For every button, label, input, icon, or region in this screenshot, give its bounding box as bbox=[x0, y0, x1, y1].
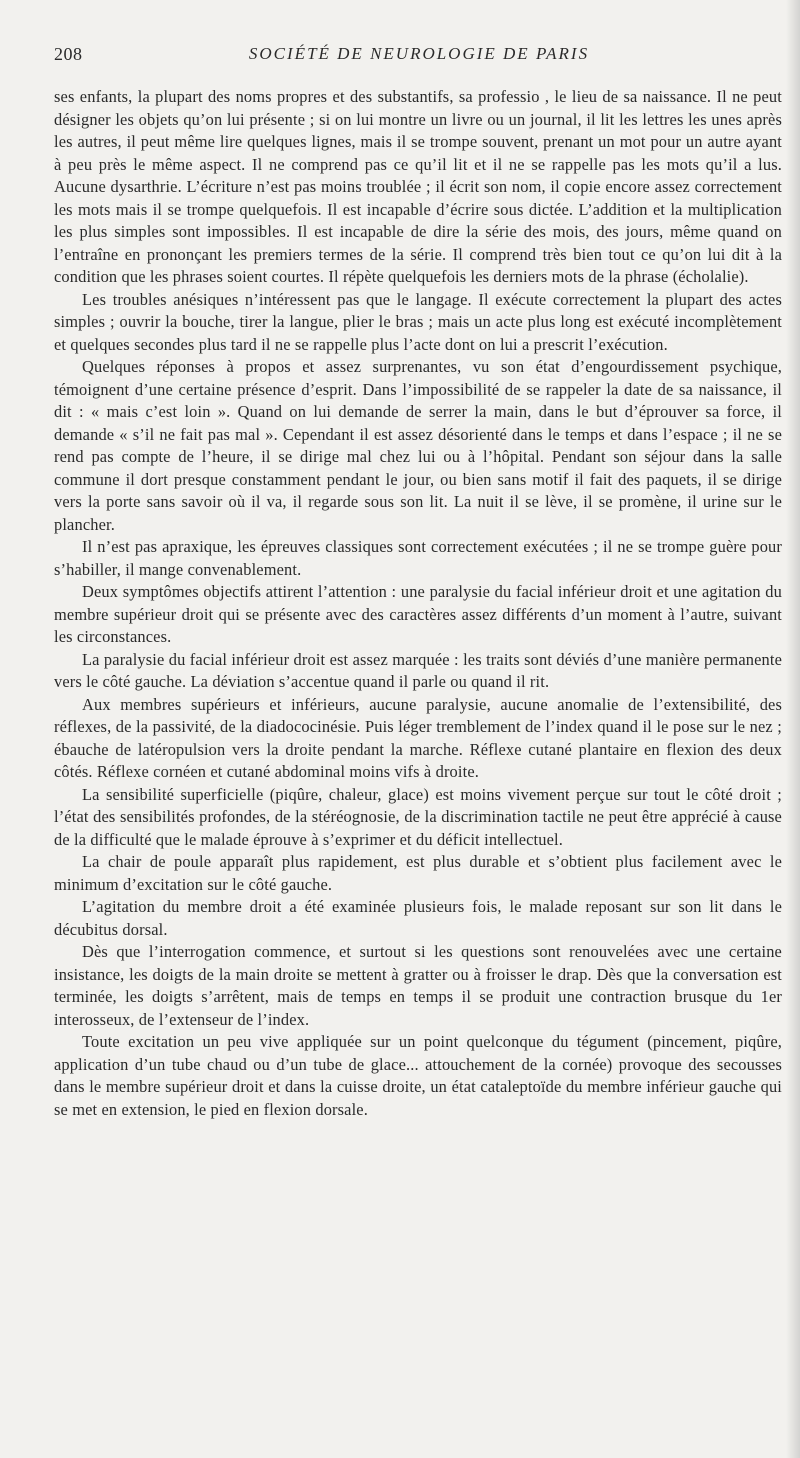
paragraph: La chair de poule apparaît plus rapidement, est plus durable et s’obtient plus facilement avec le minimum d’excitation sur le côté gauche. bbox=[54, 852, 782, 894]
paragraph: Il n’est pas apraxique, les épreuves classiques sont correctement exécutées ; il ne se trompe guère pour s’habiller, il mange convenablement. bbox=[54, 537, 782, 579]
paragraph: Deux symptômes objectifs attirent l’attention : une paralysie du facial inférieur droit et une agitation du membre supérieur droit qui se présente avec des caractères assez différents d’un moment à l’autre, suivant les circonstances. bbox=[54, 582, 782, 646]
running-title: SOCIÉTÉ DE NEUROLOGIE DE PARIS bbox=[248, 44, 590, 63]
paragraph: L’agitation du membre droit a été examinée plusieurs fois, le malade reposant sur son lit dans le décubitus dorsal. bbox=[54, 897, 782, 939]
paragraph: Les troubles anésiques n’intéressent pas que le langage. Il exécute correctement la plupart des actes simples ; ouvrir la bouche, tirer la langue, plier le bras ; mais un acte plus long est exécuté incomplètement et quelques secondes plus tard il ne se rappelle plus l’acte dont on lui a prescrit l’exécution. bbox=[54, 289, 782, 354]
paragraph: Quelques réponses à propos et assez surprenantes, vu son état d’engourdissement psychique, témoignent d’une certaine présence d’esprit. Dans l’impossibilité de se rappeler la date de sa naissance, il dit : « mais c’est loin ». Quand on lui demande de serrer la main, dans le but d’éprouver sa force, il demande « s’il ne fait pas mal ». Cependant il est assez désorienté dans le temps et dans l’espace ; il ne se rend pas compte de l’heure, il se dirige mal chez lui ou à l’hôpital. Pendant son séjour dans la salle commune il dort presque constamment pendant le jour, ou bien sans motif il fait des paquets, il se dirige vers la porte sans savoir où il va, il regarde sous son lit. La nuit il se lève, il se promène, il urine sur le plancher. bbox=[54, 357, 782, 534]
page-edge-shadow bbox=[786, 0, 800, 1458]
paragraph: Dès que l’interrogation commence, et surtout si les questions sont renouvelées avec une certaine insistance, les doigts de la main droite se mettent à gratter ou à froisser le drap. Dès que la conversation est terminée, les doigts s’arrêtent, mais de temps en temps il se produit une contraction brusque du 1er interosseux, de l’extenseur de l’index. bbox=[54, 942, 782, 1029]
paragraph: Aux membres supérieurs et inférieurs, aucune paralysie, aucune anomalie de l’extensibilité, des réflexes, de la passivité, de la diadococinésie. Puis léger tremblement de l’index quand il le pose sur le nez ; ébauche de latéropulsion vers la droite pendant la marche. Réflexe cutané plantaire en flexion des deux côtés. Réflexe cornéen et cutané abdominal moins vifs à droite. bbox=[54, 694, 782, 781]
article-body bbox=[54, 86, 782, 1121]
paragraph: ses enfants, la plupart des noms propres et des substantifs, sa professio , le lieu de sa naissance. Il ne peut désigner les objets qu’on lui présente ; si on lui montre un livre ou un journal, il lit les lettres les unes après les autres, il peut même lire quelques lignes, mais il se trompe souvent, prenant un mot pour un autre ayant à peu près le même aspect. Il ne comprend pas ce qu’il lit et il ne se rappelle pas les mots qu’il a lus. Aucune dysarthrie. L’écriture n’est pas moins troublée ; il écrit son nom, il copie encore assez correctement les mots mais il se trompe quelquefois. Il est incapable d’écrire sous dictée. L’addition et la multiplication les plus simples sont impossibles. Il est incapable de dire la série des mois, des jours, même quand on l’entraîne en prononçant les premiers termes de la série. Il comprend très bien tout ce qu’on lui dit à la condition que les phrases soient courtes. Il répète quelquefois les derniers mots de la phrase (écholalie). bbox=[54, 87, 782, 286]
page-number: 208 bbox=[54, 44, 83, 64]
paragraph: Toute excitation un peu vive appliquée sur un point quelconque du tégument (pincement, piqûre, application d’un tube chaud ou d’un tube de glace... attouchement de la cornée) provoque des secousses dans le membre supérieur droit et dans la cuisse droite, un état cataleptoïde du membre inférieur gauche qui se met en extension, le pied en flexion dorsale. bbox=[54, 1032, 782, 1119]
page-header bbox=[54, 44, 784, 72]
paragraph: La sensibilité superficielle (piqûre, chaleur, glace) est moins vivement perçue sur tout le côté droit ; l’état des sensibilités profondes, de la stéréognosie, de la discrimination tactile ne peut être apprécié à cause de la difficulté que le malade éprouve à s’exprimer et du déficit intellectuel. bbox=[54, 784, 782, 849]
paragraph: La paralysie du facial inférieur droit est assez marquée : les traits sont déviés d’une manière permanente vers le côté gauche. La déviation s’accentue quand il parle ou quand il rit. bbox=[54, 649, 782, 691]
